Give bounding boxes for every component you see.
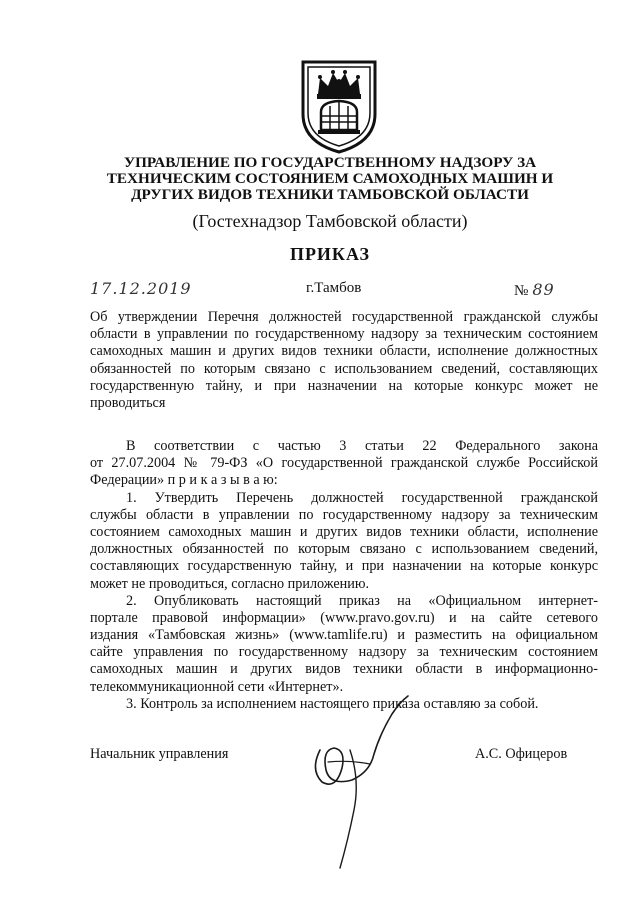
agency-short-name: (Гостехнадзор Тамбовской области) — [192, 211, 468, 231]
body-line: сайте управления по государственному надзору за техническим состоянием — [90, 644, 598, 661]
body-line: может не проводиться, согласно приложению. — [90, 575, 370, 592]
body-line: должностных обязанностей по которым связано с использованием сведений, — [90, 541, 598, 558]
coat-of-arms-icon — [298, 54, 380, 154]
body-line: В соответствии с частью 3 статьи 22 Федерального закона — [126, 438, 598, 454]
body-line: службы области в управлении по государственному надзору за техническим — [90, 506, 598, 523]
document-type: ПРИКАЗ — [289, 244, 371, 264]
number-label: № — [514, 283, 529, 299]
handwritten-date: 17.12.2019 — [90, 279, 192, 298]
order-body — [90, 438, 598, 713]
signatory-name: А.С. Офицеров — [475, 746, 568, 762]
body-line: 3. Контроль за исполнением настоящего приказа оставляю за собой. — [126, 695, 539, 712]
body-line: составляющих государственную тайну, и при назначении на которые конкурс — [90, 558, 598, 575]
body-line: 1. Утвердить Перечень должностей государственной гражданской — [126, 489, 598, 506]
body-line: от 27.07.2004 № 79-ФЗ «О государственной гражданской службе Российской — [90, 455, 598, 472]
body-line: самоходных машин и других видов техники области в информационно- — [90, 661, 598, 678]
city: г.Тамбов — [306, 280, 362, 296]
signatory-title: Начальник управления — [90, 746, 229, 762]
agency-name-line: УПРАВЛЕНИЕ ПО ГОСУДАРСТВЕННОМУ НАДЗОРУ ЗА — [123, 154, 537, 171]
body-line: состоянием самоходных машин и других видов техники области, исполнение — [90, 523, 598, 540]
order-number — [514, 280, 555, 300]
handwritten-number: 89 — [532, 280, 555, 299]
body-line: Федерации» п р и к а з ы в а ю: — [90, 472, 278, 489]
agency-name-line: ТЕХНИЧЕСКИМ СОСТОЯНИЕМ САМОХОДНЫХ МАШИН И — [106, 170, 554, 187]
body-line: телекоммуникационной сети «Интернет». — [90, 678, 344, 695]
agency-name — [60, 155, 600, 203]
handwritten-signature — [300, 690, 420, 880]
body-line: 2. Опубликовать настоящий приказ на «Официальном интернет- — [126, 592, 598, 609]
body-line: портале правовой информации» (www.pravo.gov.ru) и на сайте сетевого — [90, 609, 598, 626]
agency-name-line: ДРУГИХ ВИДОВ ТЕХНИКИ ТАМБОВСКОЙ ОБЛАСТИ — [131, 186, 529, 203]
order-title: Об утверждении Перечня должностей государственной гражданской службы области в управлении по государственному надзору за техническим состоянием самоходных машин и других видов техники области, исполнение должностных обязанностей по которым связано с использованием сведений, составляющих государственную тайну, и при назначении на которые конкурс может не проводиться — [90, 309, 598, 412]
body-line: издания «Тамбовская жизнь» (www.tamlife.ru) и разместить на официальном — [90, 627, 598, 644]
